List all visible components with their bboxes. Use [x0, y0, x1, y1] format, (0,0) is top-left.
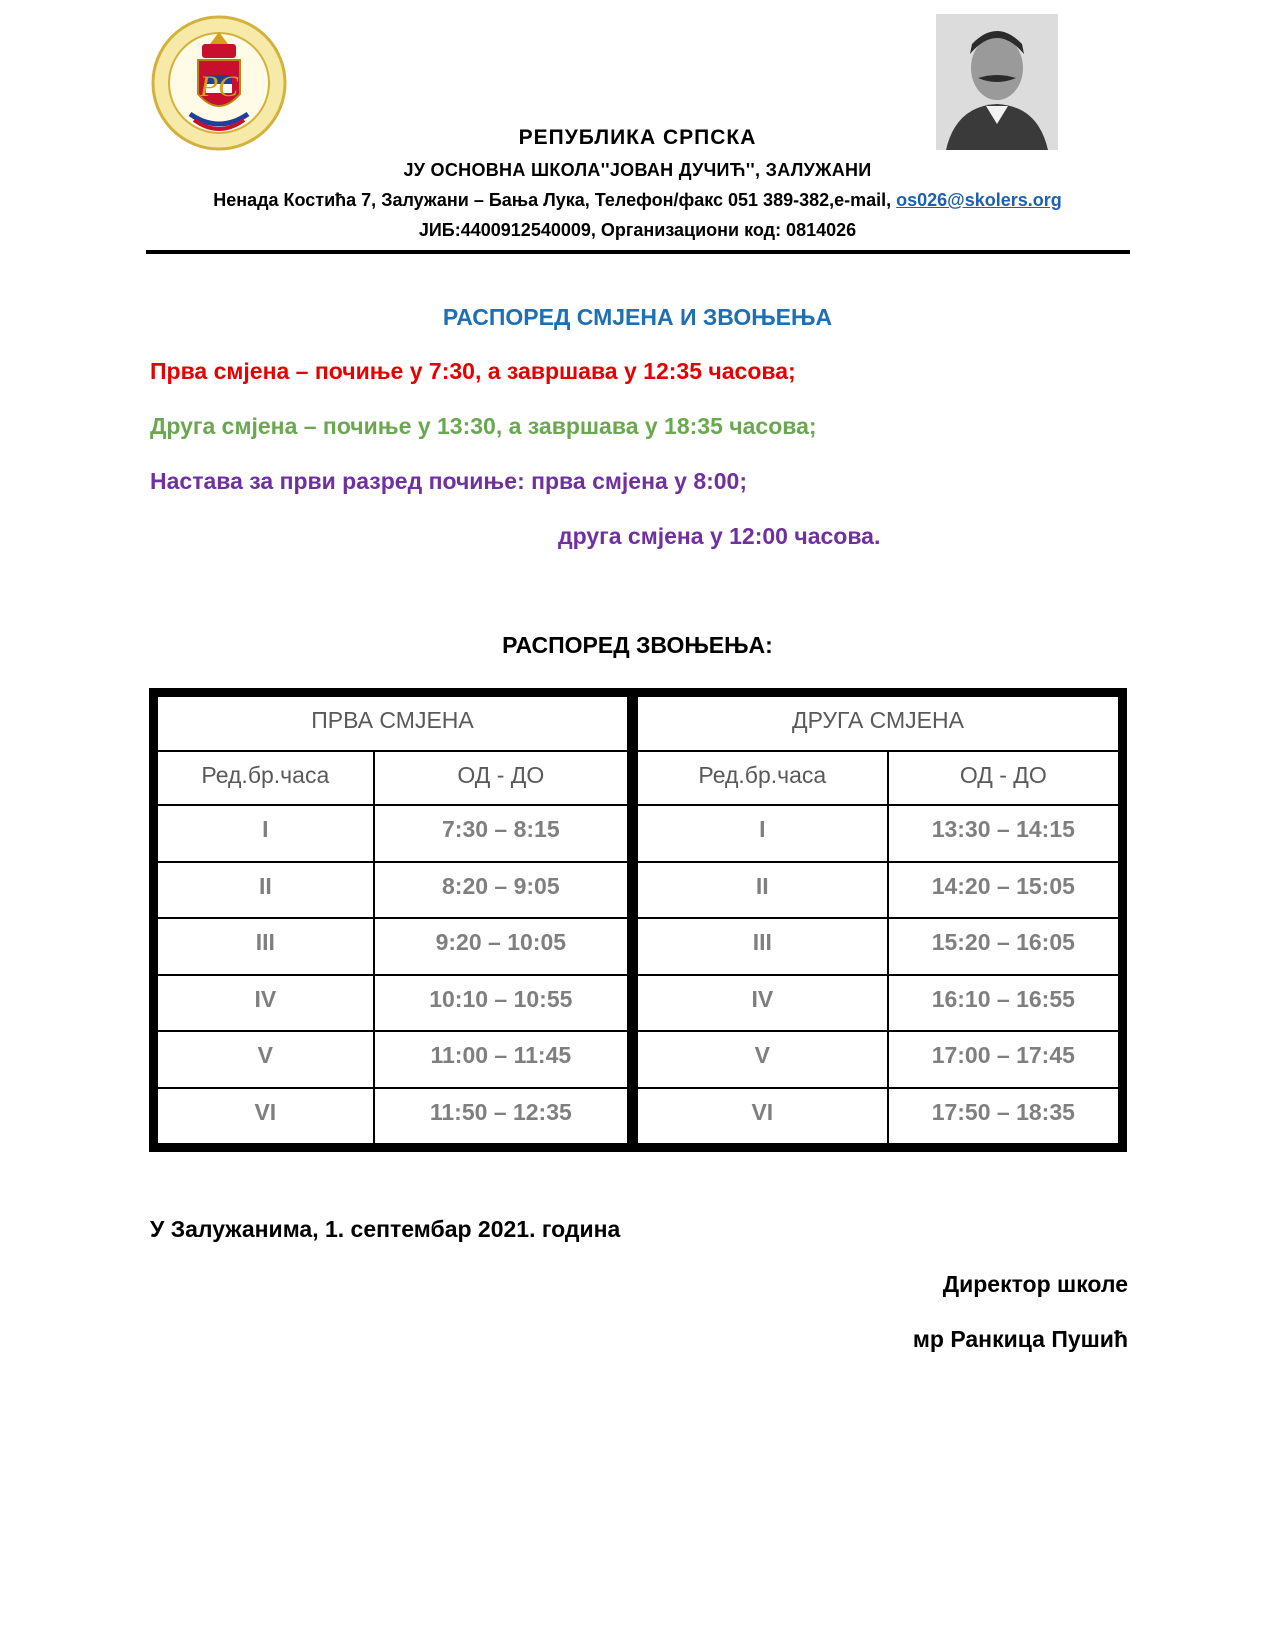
col-header-lesson-number: Ред.бр.часа	[637, 751, 888, 805]
first-shift-text: Прва смјена – почиње у 7:30, а завршава у 12:35 часова;	[150, 358, 796, 384]
second-shift-table	[636, 695, 1120, 1145]
col-header-time-range: ОД - ДО	[888, 751, 1119, 805]
lesson-number: VI	[157, 1088, 374, 1145]
table-row	[637, 805, 1119, 862]
first-grade-text-second-shift: друга смјена у 12:00 часова.	[558, 523, 881, 549]
address-text: Ненада Костића 7, Залужани – Бања Лука, Телефон/факс 051 389-382,e-mail,	[213, 190, 897, 210]
director-name: мр Ранкица Пушић	[912, 1326, 1128, 1352]
lesson-number: IV	[157, 975, 374, 1032]
schedule-title: РАСПОРЕД ЗВОЊЕЊА:	[502, 632, 773, 658]
header-ids: ЈИБ:4400912540009, Организациони код: 0814026	[418, 220, 857, 240]
table-row	[157, 975, 628, 1032]
director-title: Директор школе	[942, 1271, 1128, 1297]
table-row	[637, 1031, 1119, 1088]
table-row	[157, 862, 628, 919]
col-header-lesson-number: Ред.бр.часа	[157, 751, 374, 805]
table-row	[157, 1088, 628, 1145]
col-header-time-range: ОД - ДО	[374, 751, 628, 805]
page-title: РАСПОРЕД СМЈЕНА И ЗВОЊЕЊА	[442, 304, 833, 330]
email-link[interactable]: os026@skolers.org	[896, 190, 1062, 210]
first-shift-table	[156, 695, 629, 1145]
table-row	[637, 862, 1119, 919]
lesson-number: V	[637, 1031, 888, 1088]
header-address	[0, 190, 1275, 211]
first-shift-header: ПРВА СМЈЕНА	[157, 696, 628, 751]
table-row	[637, 975, 1119, 1032]
header-country: РЕПУБЛИКА СРПСКА	[518, 126, 757, 149]
lesson-number: II	[157, 862, 374, 919]
lesson-time: 17:00 – 17:45	[888, 1031, 1119, 1088]
lesson-number: II	[637, 862, 888, 919]
first-grade-text: Настава за први разред почиње: прва смјена у 8:00;	[150, 468, 748, 494]
second-shift-text: Друга смјена – почиње у 13:30, а завршава у 18:35 часова;	[150, 413, 817, 439]
lesson-time: 8:20 – 9:05	[374, 862, 628, 919]
table-row	[157, 918, 628, 975]
table-row	[637, 918, 1119, 975]
table-row	[637, 1088, 1119, 1145]
lesson-number: IV	[637, 975, 888, 1032]
second-shift-header: ДРУГА СМЈЕНА	[637, 696, 1119, 751]
lesson-time: 9:20 – 10:05	[374, 918, 628, 975]
header-divider	[146, 250, 1130, 254]
lesson-number: VI	[637, 1088, 888, 1145]
table-row	[157, 1031, 628, 1088]
lesson-time: 7:30 – 8:15	[374, 805, 628, 862]
lesson-number: V	[157, 1031, 374, 1088]
lesson-time: 17:50 – 18:35	[888, 1088, 1119, 1145]
svg-text:PC: PC	[199, 70, 239, 103]
lesson-time: 15:20 – 16:05	[888, 918, 1119, 975]
table-row	[157, 805, 628, 862]
lesson-time: 16:10 – 16:55	[888, 975, 1119, 1032]
lesson-time: 10:10 – 10:55	[374, 975, 628, 1032]
lesson-time: 11:00 – 11:45	[374, 1031, 628, 1088]
place-and-date: У Залужанима, 1. септембар 2021. година	[150, 1216, 621, 1242]
lesson-time: 14:20 – 15:05	[888, 862, 1119, 919]
lesson-time: 11:50 – 12:35	[374, 1088, 628, 1145]
lesson-number: III	[637, 918, 888, 975]
header-school-name: ЈУ ОСНОВНА ШКОЛА''ЈОВАН ДУЧИЋ'', ЗАЛУЖАНИ	[403, 160, 872, 180]
bell-schedule-table	[149, 688, 1127, 1152]
lesson-number: I	[157, 805, 374, 862]
lesson-time: 13:30 – 14:15	[888, 805, 1119, 862]
lesson-number: I	[637, 805, 888, 862]
lesson-number: III	[157, 918, 374, 975]
